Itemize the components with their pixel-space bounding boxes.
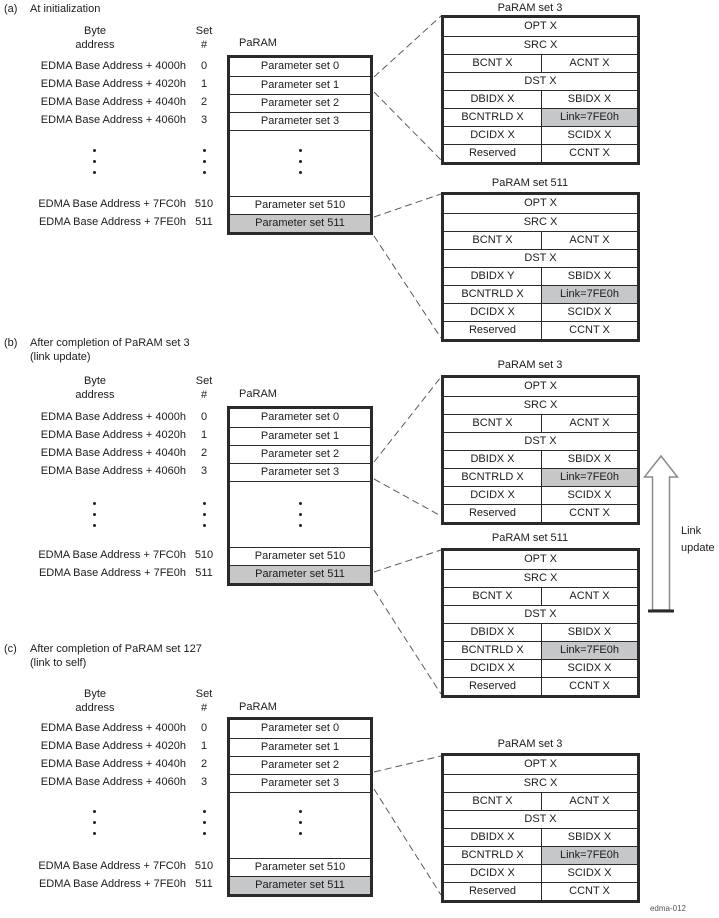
param-field-row bbox=[444, 468, 637, 486]
link-field-cell: Link=7FE0h bbox=[542, 847, 637, 864]
dashed-connector bbox=[374, 789, 441, 895]
memory-map-row bbox=[10, 773, 222, 791]
parameter-set-cell: Parameter set 511 bbox=[230, 214, 370, 232]
byte-address-value: EDMA Base Address + 7FE0h bbox=[38, 567, 186, 579]
section-heading bbox=[4, 336, 190, 364]
address-column bbox=[10, 719, 222, 893]
byte-address-value: EDMA Base Address + 4020h bbox=[40, 78, 186, 90]
byte-address-header bbox=[40, 374, 150, 402]
arrow-label-line1: Link bbox=[681, 525, 702, 537]
param-field-row bbox=[444, 414, 637, 432]
param-field-cell: BCNTRLD X bbox=[444, 286, 542, 303]
param-field-row bbox=[444, 641, 637, 659]
set-header-line1: Set bbox=[195, 688, 213, 700]
memory-map-row bbox=[10, 195, 222, 213]
param-field-cell: DST X bbox=[524, 813, 557, 825]
param-field-cell: BCNT X bbox=[444, 415, 542, 432]
param-field-cell: DST X bbox=[524, 252, 557, 264]
param-field-row bbox=[444, 321, 637, 339]
param-field-row bbox=[444, 36, 637, 54]
address-column bbox=[10, 408, 222, 582]
param-field-cell: SBIDX X bbox=[567, 831, 612, 843]
link-field-cell: Link=7FE0h bbox=[542, 109, 637, 126]
vertical-ellipsis bbox=[294, 810, 306, 843]
memory-map-row bbox=[10, 213, 222, 231]
byte-address-value: EDMA Base Address + 4060h bbox=[40, 776, 186, 788]
set-header-line2: # bbox=[200, 702, 208, 714]
param-header: PaRAM bbox=[239, 701, 277, 713]
dashed-connector bbox=[374, 92, 441, 160]
param-field-cell: SRC X bbox=[523, 216, 558, 228]
memory-map-row bbox=[10, 546, 222, 564]
dashed-connector bbox=[374, 194, 441, 217]
param-field-row bbox=[444, 144, 637, 162]
set-header-line1: Set bbox=[195, 25, 213, 37]
set-number-value: 0 bbox=[200, 60, 208, 72]
dashed-connector bbox=[374, 590, 441, 694]
param-memory-table bbox=[227, 406, 373, 586]
param-field-cell: SCIDX X bbox=[567, 489, 612, 501]
vertical-ellipsis bbox=[88, 810, 100, 843]
param-field-cell: OPT X bbox=[524, 553, 557, 565]
vertical-ellipsis bbox=[198, 502, 210, 535]
param-set-3-detail-table bbox=[441, 753, 640, 903]
param-field-row bbox=[444, 810, 637, 828]
memory-map-row bbox=[10, 444, 222, 462]
param-field-cell: SBIDX X bbox=[567, 453, 612, 465]
address-gap bbox=[10, 791, 222, 857]
param-field-row bbox=[444, 72, 637, 90]
dashed-connector bbox=[374, 550, 441, 572]
set-number-value: 511 bbox=[195, 567, 213, 579]
dashed-connector bbox=[374, 377, 441, 462]
byte-address-value: EDMA Base Address + 4000h bbox=[40, 411, 186, 423]
parameter-set-cell: Parameter set 0 bbox=[260, 411, 340, 423]
param-field-row bbox=[444, 605, 637, 623]
param-field-cell: DBIDX Y bbox=[444, 268, 542, 285]
figure-id-footer: edma-012 bbox=[649, 904, 686, 913]
byte-address-value: EDMA Base Address + 4020h bbox=[40, 740, 186, 752]
byte-address-header bbox=[40, 24, 150, 52]
memory-map-row bbox=[10, 426, 222, 444]
link-field-cell: Link=7FE0h bbox=[542, 286, 637, 303]
param-field-row bbox=[444, 774, 637, 792]
param-field-cell: SBIDX X bbox=[567, 626, 612, 638]
param-field-cell: OPT X bbox=[524, 197, 557, 209]
memory-map-row bbox=[10, 564, 222, 582]
param-field-row bbox=[444, 378, 637, 396]
address-column bbox=[10, 57, 222, 231]
vertical-ellipsis bbox=[294, 149, 306, 182]
param-field-row bbox=[444, 303, 637, 321]
param-set-511-detail-table bbox=[441, 548, 640, 698]
byte-address-value: EDMA Base Address + 7FC0h bbox=[38, 549, 186, 561]
param-header: PaRAM bbox=[239, 37, 277, 49]
set-header-line2: # bbox=[200, 389, 208, 401]
param-field-row bbox=[444, 108, 637, 126]
parameter-set-cell: Parameter set 1 bbox=[230, 738, 370, 756]
section-title: After completion of PaRAM set 127 bbox=[30, 643, 202, 655]
memory-map-row bbox=[10, 408, 222, 426]
param-field-row bbox=[444, 882, 637, 900]
param-field-cell: Reserved bbox=[444, 145, 542, 162]
param-field-cell: BCNTRLD X bbox=[444, 469, 542, 486]
param-field-row bbox=[444, 231, 637, 249]
param-field-cell: BCNT X bbox=[444, 793, 542, 810]
param-field-cell: SCIDX X bbox=[567, 867, 612, 879]
vertical-ellipsis bbox=[198, 810, 210, 843]
param-field-cell: SRC X bbox=[523, 572, 558, 584]
parameter-set-cell: Parameter set 1 bbox=[230, 427, 370, 445]
dashed-connector bbox=[374, 756, 441, 772]
byte-header-line1: Byte bbox=[83, 25, 106, 37]
set-header-line1: Set bbox=[195, 375, 213, 387]
set-number-value: 1 bbox=[200, 740, 208, 752]
param-field-cell: SBIDX X bbox=[567, 270, 612, 282]
param-field-cell: DCIDX X bbox=[444, 127, 542, 144]
memory-map-row bbox=[10, 93, 222, 111]
param-field-cell: ACNT X bbox=[569, 234, 610, 246]
param-set-511-detail-table bbox=[441, 192, 640, 342]
arrow-label-line2: update bbox=[681, 542, 715, 554]
param-field-cell: OPT X bbox=[524, 20, 557, 32]
set-number-value: 0 bbox=[200, 411, 208, 423]
set-number-value: 510 bbox=[194, 198, 214, 210]
set-number-value: 2 bbox=[200, 96, 208, 108]
param-field-cell: SCIDX X bbox=[567, 129, 612, 141]
parameter-set-cell: Parameter set 511 bbox=[230, 876, 370, 894]
parameter-set-cell: Parameter set 511 bbox=[230, 565, 370, 583]
param-field-row bbox=[444, 195, 637, 213]
param-field-row bbox=[444, 450, 637, 468]
dashed-connector bbox=[374, 479, 441, 516]
parameter-set-cell: Parameter set 510 bbox=[230, 547, 370, 565]
section-letter: (b) bbox=[4, 337, 18, 349]
param-set-3-detail-table bbox=[441, 15, 640, 165]
set-number-value: 1 bbox=[200, 429, 208, 441]
link-update-arrow bbox=[645, 456, 678, 610]
param-field-row bbox=[444, 18, 637, 36]
parameter-set-cell: Parameter set 1 bbox=[230, 76, 370, 94]
byte-header-line2: address bbox=[75, 39, 115, 51]
byte-address-value: EDMA Base Address + 4060h bbox=[40, 114, 186, 126]
byte-address-header bbox=[40, 687, 150, 715]
param-field-row bbox=[444, 569, 637, 587]
detail-table-title: PaRAM set 3 bbox=[497, 359, 563, 371]
dashed-connector bbox=[374, 236, 441, 338]
param-field-cell: ACNT X bbox=[569, 590, 610, 602]
param-field-row bbox=[444, 396, 637, 414]
vertical-ellipsis bbox=[294, 502, 306, 535]
byte-header-line1: Byte bbox=[83, 688, 106, 700]
parameter-set-cell: Parameter set 2 bbox=[230, 445, 370, 463]
parameter-set-cell: Parameter set 3 bbox=[230, 774, 370, 792]
param-field-cell: OPT X bbox=[524, 758, 557, 770]
set-number-value: 3 bbox=[200, 114, 208, 126]
section-title: After completion of PaRAM set 3 bbox=[30, 337, 190, 349]
param-field-row bbox=[444, 54, 637, 72]
detail-table-title: PaRAM set 511 bbox=[491, 532, 569, 544]
detail-table-title: PaRAM set 3 bbox=[497, 2, 563, 14]
param-field-row bbox=[444, 504, 637, 522]
vertical-ellipsis bbox=[198, 149, 210, 182]
link-field-cell: Link=7FE0h bbox=[542, 469, 637, 486]
param-field-row bbox=[444, 792, 637, 810]
param-field-row bbox=[444, 90, 637, 108]
detail-table-title: PaRAM set 3 bbox=[497, 738, 563, 750]
memory-map-row bbox=[10, 737, 222, 755]
set-number-value: 2 bbox=[200, 447, 208, 459]
param-field-cell: CCNT X bbox=[569, 680, 610, 692]
param-field-cell: Reserved bbox=[444, 883, 542, 900]
param-field-row bbox=[444, 432, 637, 450]
byte-header-line2: address bbox=[75, 702, 115, 714]
byte-address-value: EDMA Base Address + 7FE0h bbox=[38, 878, 186, 890]
param-field-cell: DCIDX X bbox=[444, 865, 542, 882]
param-field-cell: BCNTRLD X bbox=[444, 847, 542, 864]
set-number-value: 1 bbox=[200, 78, 208, 90]
byte-address-value: EDMA Base Address + 4000h bbox=[40, 722, 186, 734]
byte-address-value: EDMA Base Address + 4040h bbox=[40, 758, 186, 770]
memory-map-row bbox=[10, 111, 222, 129]
param-field-cell: BCNTRLD X bbox=[444, 642, 542, 659]
memory-map-row bbox=[10, 755, 222, 773]
param-field-cell: BCNTRLD X bbox=[444, 109, 542, 126]
parameter-set-cell: Parameter set 510 bbox=[230, 196, 370, 214]
byte-address-value: EDMA Base Address + 4020h bbox=[40, 429, 186, 441]
param-field-row bbox=[444, 249, 637, 267]
param-memory-table bbox=[227, 55, 373, 235]
param-field-cell: DBIDX X bbox=[444, 624, 542, 641]
parameter-set-cell: Parameter set 2 bbox=[230, 94, 370, 112]
param-field-cell: Reserved bbox=[444, 678, 542, 695]
param-field-row bbox=[444, 846, 637, 864]
param-field-cell: ACNT X bbox=[569, 57, 610, 69]
param-field-cell: BCNT X bbox=[444, 232, 542, 249]
section-subtitle: (link to self) bbox=[30, 657, 87, 669]
section-heading bbox=[4, 642, 202, 670]
param-field-row bbox=[444, 864, 637, 882]
param-field-row bbox=[444, 659, 637, 677]
param-field-cell: Reserved bbox=[444, 505, 542, 522]
link-field-cell: Link=7FE0h bbox=[542, 642, 637, 659]
vertical-ellipsis bbox=[88, 502, 100, 535]
param-field-row bbox=[444, 756, 637, 774]
byte-address-value: EDMA Base Address + 4040h bbox=[40, 447, 186, 459]
parameter-set-cell: Parameter set 0 bbox=[260, 722, 340, 734]
byte-header-line2: address bbox=[75, 389, 115, 401]
parameter-set-cell: Parameter set 510 bbox=[230, 858, 370, 876]
set-number-value: 511 bbox=[195, 878, 213, 890]
byte-header-line1: Byte bbox=[83, 375, 106, 387]
section-letter: (a) bbox=[4, 3, 18, 15]
param-field-row bbox=[444, 677, 637, 695]
memory-map-row bbox=[10, 857, 222, 875]
param-set-3-detail-table bbox=[441, 375, 640, 525]
param-header: PaRAM bbox=[239, 388, 277, 400]
param-field-cell: Reserved bbox=[444, 322, 542, 339]
byte-address-value: EDMA Base Address + 4000h bbox=[40, 60, 186, 72]
section-subtitle: (link update) bbox=[30, 351, 91, 363]
param-field-cell: DST X bbox=[524, 435, 557, 447]
param-field-cell: CCNT X bbox=[569, 324, 610, 336]
address-gap bbox=[10, 129, 222, 195]
param-field-row bbox=[444, 623, 637, 641]
parameter-set-cell: Parameter set 2 bbox=[230, 756, 370, 774]
param-field-cell: OPT X bbox=[524, 380, 557, 392]
param-field-cell: CCNT X bbox=[569, 507, 610, 519]
param-field-row bbox=[444, 126, 637, 144]
param-field-cell: BCNT X bbox=[444, 588, 542, 605]
section-letter: (c) bbox=[4, 643, 17, 655]
byte-address-value: EDMA Base Address + 7FE0h bbox=[38, 216, 186, 228]
memory-map-row bbox=[10, 462, 222, 480]
set-number-value: 3 bbox=[200, 776, 208, 788]
param-field-cell: SRC X bbox=[523, 399, 558, 411]
param-field-row bbox=[444, 486, 637, 504]
memory-map-row bbox=[10, 719, 222, 737]
memory-map-row bbox=[10, 57, 222, 75]
parameter-set-cell: Parameter set 3 bbox=[230, 112, 370, 130]
address-gap bbox=[10, 480, 222, 546]
param-memory-table bbox=[227, 717, 373, 897]
param-field-row bbox=[444, 551, 637, 569]
set-number-value: 2 bbox=[200, 758, 208, 770]
param-field-cell: ACNT X bbox=[569, 417, 610, 429]
parameter-set-cell: Parameter set 3 bbox=[230, 463, 370, 481]
memory-map-row bbox=[10, 75, 222, 93]
param-field-cell: ACNT X bbox=[569, 795, 610, 807]
param-field-cell: BCNT X bbox=[444, 55, 542, 72]
set-number-value: 0 bbox=[200, 722, 208, 734]
param-field-cell: SCIDX X bbox=[567, 662, 612, 674]
param-field-cell: CCNT X bbox=[569, 147, 610, 159]
byte-address-value: EDMA Base Address + 7FC0h bbox=[38, 860, 186, 872]
param-field-row bbox=[444, 285, 637, 303]
parameter-set-cell: Parameter set 0 bbox=[260, 60, 340, 72]
param-field-cell: DCIDX X bbox=[444, 660, 542, 677]
section-heading bbox=[4, 2, 100, 16]
byte-address-value: EDMA Base Address + 7FC0h bbox=[38, 198, 186, 210]
param-field-cell: DBIDX X bbox=[444, 451, 542, 468]
set-number-value: 510 bbox=[194, 860, 214, 872]
param-field-cell: CCNT X bbox=[569, 885, 610, 897]
param-field-cell: DST X bbox=[524, 75, 557, 87]
byte-address-value: EDMA Base Address + 4040h bbox=[40, 96, 186, 108]
param-field-cell: DBIDX X bbox=[444, 91, 542, 108]
param-field-row bbox=[444, 587, 637, 605]
byte-address-value: EDMA Base Address + 4060h bbox=[40, 465, 186, 477]
param-field-cell: SRC X bbox=[523, 39, 558, 51]
vertical-ellipsis bbox=[88, 149, 100, 182]
param-field-cell: SRC X bbox=[523, 777, 558, 789]
param-field-cell: SBIDX X bbox=[567, 93, 612, 105]
param-field-cell: DST X bbox=[524, 608, 557, 620]
set-header-line2: # bbox=[200, 39, 208, 51]
param-field-row bbox=[444, 213, 637, 231]
param-field-cell: SCIDX X bbox=[567, 306, 612, 318]
set-number-value: 3 bbox=[200, 465, 208, 477]
section-title: At initialization bbox=[30, 3, 101, 15]
link-update-arrow-label bbox=[681, 523, 715, 557]
param-field-row bbox=[444, 267, 637, 285]
dashed-connector bbox=[374, 16, 441, 77]
set-number-value: 510 bbox=[194, 549, 214, 561]
param-field-cell: DBIDX X bbox=[444, 829, 542, 846]
set-number-value: 511 bbox=[195, 216, 213, 228]
param-field-row bbox=[444, 828, 637, 846]
param-field-cell: DCIDX X bbox=[444, 304, 542, 321]
detail-table-title: PaRAM set 511 bbox=[491, 177, 569, 189]
param-field-cell: DCIDX X bbox=[444, 487, 542, 504]
memory-map-row bbox=[10, 875, 222, 893]
